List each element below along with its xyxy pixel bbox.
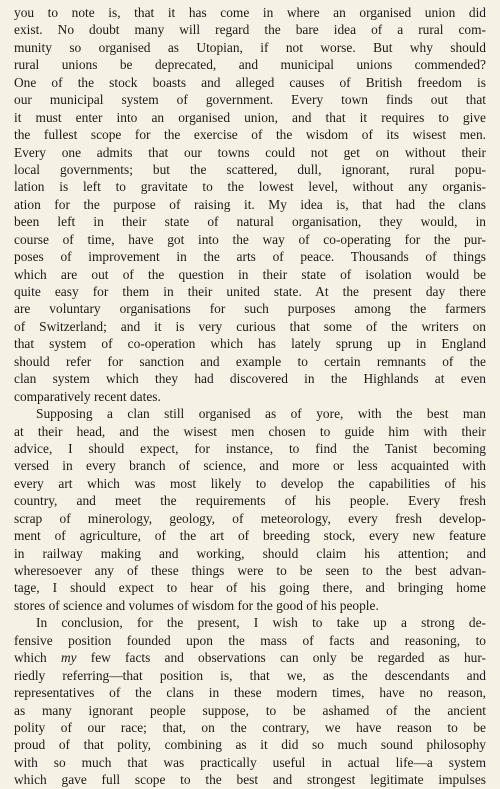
- text-line: Every one admits that our towns could not get on without their: [14, 144, 486, 160]
- text-line: ation for the purpose of raising it. My idea is, that had the clans: [14, 196, 486, 212]
- text-line: which are out of the question in their state of isolation would be: [14, 266, 486, 282]
- text-line: rural unions be deprecated, and municipal unions commended?: [14, 57, 486, 73]
- text-line: at their head, and the wisest men chosen to guide him with their: [14, 423, 486, 439]
- text-line: tage, I should expect to hear of his going there, and bringing home: [14, 580, 486, 596]
- text-line: munity so organised as Utopian, if not worse. But why should: [14, 39, 486, 55]
- paragraph: [14, 614, 486, 788]
- text-line: In conclusion, for the present, I wish to take up a strong de-: [36, 615, 486, 631]
- text-line: polity of our race; that, on the contrary, we have reason to be: [14, 719, 486, 735]
- text-line: quite easy for them in their united state. At the present day there: [14, 284, 486, 299]
- text-line: scrap of minerology, geology, of meteorology, every fresh develop-: [14, 510, 486, 526]
- text-line: should refer for sanction and example to certain remnants of the: [14, 353, 486, 369]
- text-line: you to note is, that it has come in where an organised union did: [14, 5, 486, 20]
- text-line: course of time, have got into the way of co-operating for the pur-: [14, 231, 486, 247]
- text-line: with so much that was practically useful in actual life—a system: [14, 754, 486, 770]
- text-line: country, and meet the requirements of his people. Every fresh: [14, 493, 486, 509]
- text-line: the fullest scope for the exercise of the wisdom of its wisest men.: [14, 127, 486, 143]
- text-line: proud of that polity, combining as it did so much sound philosophy: [14, 737, 486, 753]
- text-line: are voluntary organisations for such purposes among the farmers: [14, 301, 486, 317]
- text-line: our municipal system of government. Every town finds out that: [14, 92, 486, 108]
- text-line: versed in every branch of science, and more or less acquainted with: [14, 458, 486, 474]
- text-line: representatives of the clans in these modern times, have no reason,: [14, 685, 486, 701]
- text-line: in railway making and working, should claim his attention; and: [14, 545, 486, 561]
- text-line: lation is left to gravitate to the lowest level, without any organis-: [14, 179, 486, 195]
- text-line: wheresoever any of these things were to be seen to the best advan-: [14, 563, 486, 578]
- text-line: Supposing a clan still organised as of yore, with the best man: [36, 406, 486, 422]
- text-line: advice, I should expect, for instance, to find the Tanist becoming: [14, 440, 486, 456]
- paragraph: [14, 405, 486, 614]
- text-line: as many ignorant people suppose, to be ashamed of the ancient: [14, 702, 486, 718]
- text-line: One of the stock boasts and alleged causes of British freedom is: [14, 74, 486, 90]
- text-line: it must enter into an organised union, and that it requires to give: [14, 109, 486, 125]
- body-text: [14, 4, 486, 789]
- text-line: which gave full scope to the best and strongest legitimate impulses: [14, 772, 486, 788]
- text-line: every art which was most likely to develop the capabilities of his: [14, 475, 486, 491]
- text-line: riedly referring—that position is, that we, as the descendants and: [14, 667, 486, 683]
- emphasis: my: [60, 650, 77, 666]
- text-line: that system of co-operation which has lately sprung up in England: [14, 336, 486, 352]
- text-line: ment of agriculture, of the art of breeding stock, every new feature: [14, 528, 486, 544]
- text-line: of Switzerland; and it is very curious that some of the writers on: [14, 318, 486, 334]
- text-line: fensive position founded upon the mass of facts and reasoning, to: [14, 632, 486, 648]
- text-line: comparatively recent dates.: [14, 388, 161, 404]
- text-line: clan system which they had discovered in the Highlands at even: [14, 371, 486, 387]
- text-line: poses of improvement in the arts of peace. Thousands of things: [14, 249, 486, 265]
- text-line: exist. No doubt many will regard the bare idea of a rural com-: [14, 22, 486, 38]
- text-line: local governments; but the scattered, dull, ignorant, rural popu-: [14, 161, 486, 177]
- paragraph: [14, 4, 486, 405]
- text-line: which my few facts and observations can only be regarded as hur-: [14, 650, 487, 666]
- text-line: been left in their state of natural organisation, they would, in: [14, 214, 486, 230]
- text-line: stores of science and volumes of wisdom for the good of his people.: [14, 597, 379, 613]
